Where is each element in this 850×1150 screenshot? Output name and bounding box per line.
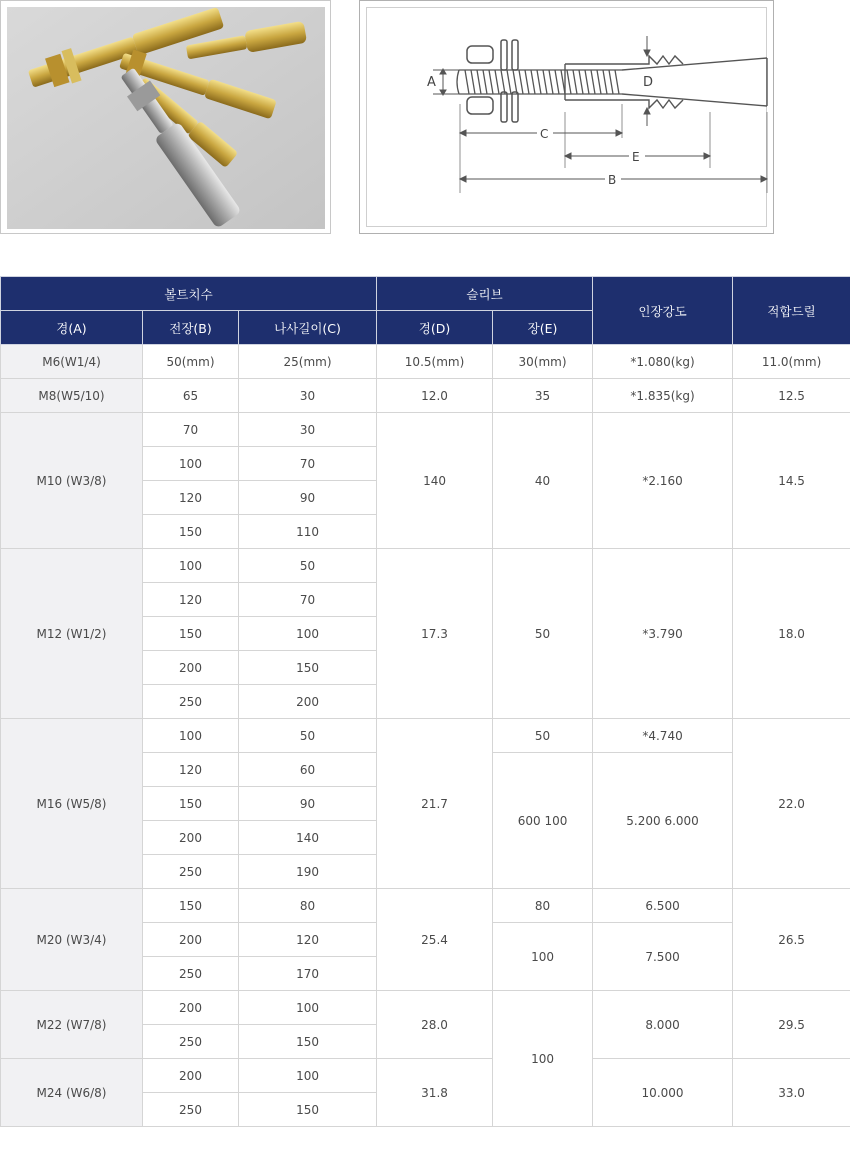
- table-row: [1, 719, 850, 753]
- dimension-diagram-frame: [359, 0, 774, 234]
- length-b-cell: 250: [143, 957, 239, 991]
- label-b: B: [608, 173, 617, 187]
- length-b-cell: 120: [143, 753, 239, 787]
- thread-c-cell: 50: [239, 549, 377, 583]
- diameter-d-cell: 21.7: [377, 719, 493, 889]
- tensile-cell: *3.790: [593, 549, 733, 719]
- thread-c-cell: 25(mm): [239, 345, 377, 379]
- label-a: A: [427, 75, 436, 90]
- thread-c-cell: 50: [239, 719, 377, 753]
- diameter-d-cell: 140: [377, 413, 493, 549]
- size-cell: M24 (W6/8): [1, 1059, 143, 1127]
- thread-c-cell: 150: [239, 1093, 377, 1127]
- thread-c-cell: 190: [239, 855, 377, 889]
- header-thread-length-c: 나사길이(C): [239, 311, 377, 345]
- thread-c-cell: 150: [239, 1025, 377, 1059]
- thread-c-cell: 100: [239, 1059, 377, 1093]
- length-e-cell: 100: [493, 923, 593, 991]
- dimension-diagram: [366, 7, 767, 227]
- size-cell: M6(W1/4): [1, 345, 143, 379]
- thread-c-cell: 140: [239, 821, 377, 855]
- length-b-cell: 150: [143, 617, 239, 651]
- size-cell: M10 (W3/8): [1, 413, 143, 549]
- thread-c-cell: 70: [239, 583, 377, 617]
- length-b-cell: 200: [143, 651, 239, 685]
- length-b-cell: 50(mm): [143, 345, 239, 379]
- thread-c-cell: 170: [239, 957, 377, 991]
- header-diameter-d: 경(D): [377, 311, 493, 345]
- header-length-e: 장(E): [493, 311, 593, 345]
- product-photo-frame: [0, 0, 331, 234]
- length-b-cell: 100: [143, 549, 239, 583]
- size-cell: M12 (W1/2): [1, 549, 143, 719]
- drill-cell: 22.0: [733, 719, 850, 889]
- thread-c-cell: 100: [239, 991, 377, 1025]
- table-row: [1, 1059, 850, 1093]
- size-cell: M8(W5/10): [1, 379, 143, 413]
- length-b-cell: 250: [143, 1093, 239, 1127]
- size-cell: M20 (W3/4): [1, 889, 143, 991]
- tensile-cell: *1.835(kg): [593, 379, 733, 413]
- thread-c-cell: 30: [239, 413, 377, 447]
- header-sleeve: 슬리브: [377, 277, 593, 311]
- tensile-cell: *4.740: [593, 719, 733, 753]
- diameter-d-cell: 10.5(mm): [377, 345, 493, 379]
- tensile-cell: *2.160: [593, 413, 733, 549]
- length-b-cell: 150: [143, 787, 239, 821]
- drill-cell: 26.5: [733, 889, 850, 991]
- drill-cell: 11.0(mm): [733, 345, 850, 379]
- table-row: [1, 549, 850, 583]
- length-b-cell: 120: [143, 583, 239, 617]
- table-row: [1, 889, 850, 923]
- drill-cell: 29.5: [733, 991, 850, 1059]
- length-b-cell: 100: [143, 719, 239, 753]
- thread-c-cell: 30: [239, 379, 377, 413]
- length-e-cell: 35: [493, 379, 593, 413]
- length-e-cell: 50: [493, 549, 593, 719]
- length-b-cell: 150: [143, 515, 239, 549]
- label-d: D: [643, 75, 654, 90]
- table-row: [1, 379, 850, 413]
- length-b-cell: 250: [143, 855, 239, 889]
- diameter-d-cell: 17.3: [377, 549, 493, 719]
- drill-cell: 18.0: [733, 549, 850, 719]
- header-suitable-drill: 적합드릴: [733, 277, 850, 345]
- length-b-cell: 70: [143, 413, 239, 447]
- thread-c-cell: 60: [239, 753, 377, 787]
- thread-c-cell: 90: [239, 481, 377, 515]
- thread-c-cell: 150: [239, 651, 377, 685]
- length-e-cell: 100: [493, 991, 593, 1127]
- header-length-b: 전장(B): [143, 311, 239, 345]
- label-e: E: [632, 150, 640, 164]
- header-bolt-dimensions: 볼트치수: [1, 277, 377, 311]
- length-e-cell: 80: [493, 889, 593, 923]
- table-row: [1, 413, 850, 447]
- length-b-cell: 120: [143, 481, 239, 515]
- table-row: [1, 345, 850, 379]
- length-b-cell: 200: [143, 1059, 239, 1093]
- length-e-cell: 40: [493, 413, 593, 549]
- length-b-cell: 200: [143, 923, 239, 957]
- thread-c-cell: 90: [239, 787, 377, 821]
- anchor-dimension-drawing: [367, 8, 768, 228]
- thread-c-cell: 110: [239, 515, 377, 549]
- tensile-cell: *1.080(kg): [593, 345, 733, 379]
- thread-c-cell: 200: [239, 685, 377, 719]
- thread-c-cell: 80: [239, 889, 377, 923]
- length-b-cell: 200: [143, 821, 239, 855]
- length-e-cell: 30(mm): [493, 345, 593, 379]
- thread-c-cell: 120: [239, 923, 377, 957]
- length-b-cell: 150: [143, 889, 239, 923]
- tensile-cell: 5.200 6.000: [593, 753, 733, 889]
- length-b-cell: 250: [143, 1025, 239, 1059]
- header-diameter-a: 경(A): [1, 311, 143, 345]
- length-e-cell: 600 100: [493, 753, 593, 889]
- size-cell: M22 (W7/8): [1, 991, 143, 1059]
- product-photo: [7, 7, 325, 229]
- table-row: [1, 991, 850, 1025]
- length-b-cell: 250: [143, 685, 239, 719]
- tensile-cell: 6.500: [593, 889, 733, 923]
- tensile-cell: 8.000: [593, 991, 733, 1059]
- length-b-cell: 200: [143, 991, 239, 1025]
- diameter-d-cell: 28.0: [377, 991, 493, 1059]
- spec-table: [0, 276, 850, 1127]
- length-b-cell: 65: [143, 379, 239, 413]
- diameter-d-cell: 12.0: [377, 379, 493, 413]
- drill-cell: 33.0: [733, 1059, 850, 1127]
- tensile-cell: 7.500: [593, 923, 733, 991]
- length-e-cell: 50: [493, 719, 593, 753]
- length-b-cell: 100: [143, 447, 239, 481]
- diameter-d-cell: 25.4: [377, 889, 493, 991]
- drill-cell: 12.5: [733, 379, 850, 413]
- label-c: C: [540, 127, 549, 141]
- size-cell: M16 (W5/8): [1, 719, 143, 889]
- diameter-d-cell: 31.8: [377, 1059, 493, 1127]
- thread-c-cell: 70: [239, 447, 377, 481]
- drill-cell: 14.5: [733, 413, 850, 549]
- header-tensile-strength: 인장강도: [593, 277, 733, 345]
- tensile-cell: 10.000: [593, 1059, 733, 1127]
- thread-c-cell: 100: [239, 617, 377, 651]
